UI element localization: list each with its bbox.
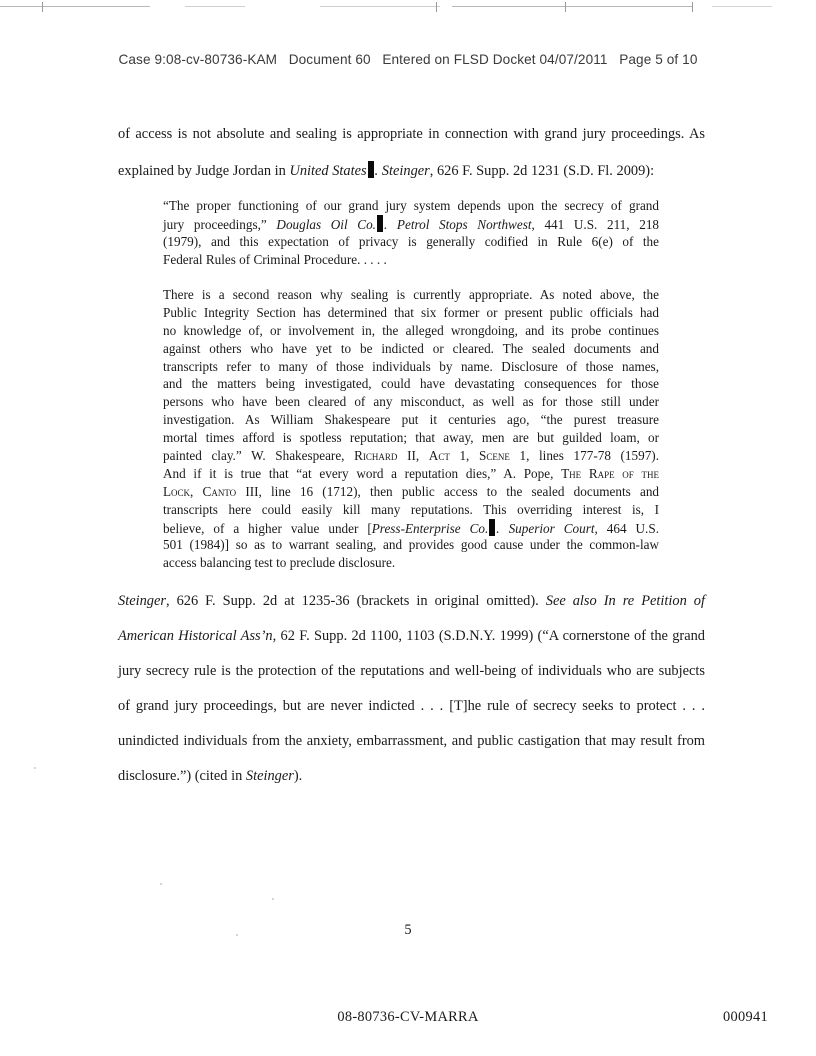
quote-line: jury proceedings,” Douglas Oil Co. . Petrol Stops Northwest, 441 U.S. 211, 218 [163, 216, 660, 232]
quote-line: investigation. As William Shakespeare put it centuries ago, “the purest treasure [163, 412, 659, 428]
quote-line: painted clay.” W. Shakespeare, Richard II, Act 1, Scene 1, lines 177-78 (1597). [163, 448, 659, 464]
quote-line: (1979), and this expectation of privacy is generally codified in Rule 6(e) of the [163, 233, 659, 249]
quote-line: transcripts here could easily kill many reputations. This overriding interest is, I [163, 501, 659, 517]
case-name: Douglas Oil Co. [276, 216, 376, 232]
quote-line: mortal times afford is spotless reputation; that away, men are but guilded loam, or [163, 430, 659, 446]
case-name: Press-Enterprise Co. [371, 520, 489, 536]
document-number: Document 60 [288, 52, 371, 67]
case-name: Steinger [245, 768, 294, 784]
quote-line: Lock, Canto III, line 16 (1712), then public access to the sealed documents and [163, 483, 660, 499]
case-name: Steinger [118, 593, 166, 609]
block-quote-paragraph-1 [163, 197, 659, 269]
body-line: of access is not absolute and sealing is appropriate in connection with grand jury proceedings. As [118, 126, 705, 142]
body-line: disclosure.”) (cited in Steinger). [118, 768, 303, 784]
case-name: . Steinger [374, 163, 430, 179]
quote-line: believe, of a higher value under [Press-Enterprise Co. . Superior Court, 464 U.S. [163, 520, 659, 536]
body-line: American Historical Ass’n, 62 F. Supp. 2d 1100, 1103 (S.D.N.Y. 1999) (“A cornerstone of the grand [118, 628, 705, 644]
footer-case-number: 08-80736-CV-MARRA [337, 1009, 479, 1025]
block-quote-paragraph-2 [163, 286, 659, 572]
scan-edge-artifact [0, 0, 816, 16]
quote-line: And if it is true that “at every word a reputation dies,” A. Pope, The Rape of the [163, 465, 659, 481]
case-number: Case 9:08-cv-80736-KAM [118, 52, 278, 67]
quote-line: There is a second reason why sealing is currently appropriate. As noted above, the [163, 287, 659, 302]
case-name: . Superior Court [496, 520, 595, 536]
quote-line: and the matters being investigated, could have devastating consequences for those [163, 376, 659, 392]
quote-line: Public Integrity Section has determined that six former or present public officials had [163, 304, 659, 320]
body-line: Steinger, 626 F. Supp. 2d at 1235-36 (brackets in original omitted). See also In re Petition of [118, 593, 705, 609]
docket-entry: Entered on FLSD Docket 04/07/2011 [382, 52, 608, 67]
quote-line: transcripts refer to many of those individuals by name. Disclosure of those names, [163, 358, 659, 374]
body-line: jury secrecy rule is the protection of the reputations and well-being of individuals who are subjects [118, 663, 705, 679]
quote-line: 501 (1984)] so as to warrant sealing, and provides good cause under the common-law [163, 537, 659, 553]
redaction-mark [377, 215, 383, 232]
body-line: of grand jury proceedings, but are never indicted . . . [T]he rule of secrecy seeks to protect . . . [118, 698, 705, 714]
quote-line: persons who have been cleared of any misconduct, as well as for those still under [163, 394, 659, 410]
quote-line: no knowledge of, or involvement in, the alleged wrongdoing, and its probe continues [163, 322, 659, 338]
body-line: unindicted individuals from the anxiety, embarrassment, and public castigation that may result from [118, 733, 705, 749]
case-name: United States [289, 163, 367, 179]
case-name: . Petrol Stops Northwest [383, 216, 532, 232]
quote-line: Federal Rules of Criminal Procedure. . . . . [163, 251, 387, 267]
scan-speck [160, 883, 162, 885]
bates-number: 000941 [723, 1009, 768, 1025]
quote-line: against others who have yet to be indicted or cleared. The sealed documents and [163, 340, 659, 356]
page-indicator: Page 5 of 10 [619, 52, 698, 67]
redaction-mark [368, 161, 374, 178]
scan-speck [34, 767, 36, 769]
court-filing-header [0, 52, 816, 67]
page-number: 5 [404, 922, 412, 938]
quote-line: access balancing test to preclude disclosure. [163, 555, 396, 571]
case-name: American Historical Ass’n [118, 628, 273, 644]
redaction-mark [489, 519, 495, 536]
body-line: explained by Judge Jordan in United States . Steinger, 626 F. Supp. 2d 1231 (S.D. Fl. 2009): [118, 163, 655, 179]
scan-speck [272, 898, 274, 900]
quote-line: “The proper functioning of our grand jury system depends upon the secrecy of grand [163, 198, 659, 213]
signal-citation: See also In re Petition of [545, 593, 705, 609]
